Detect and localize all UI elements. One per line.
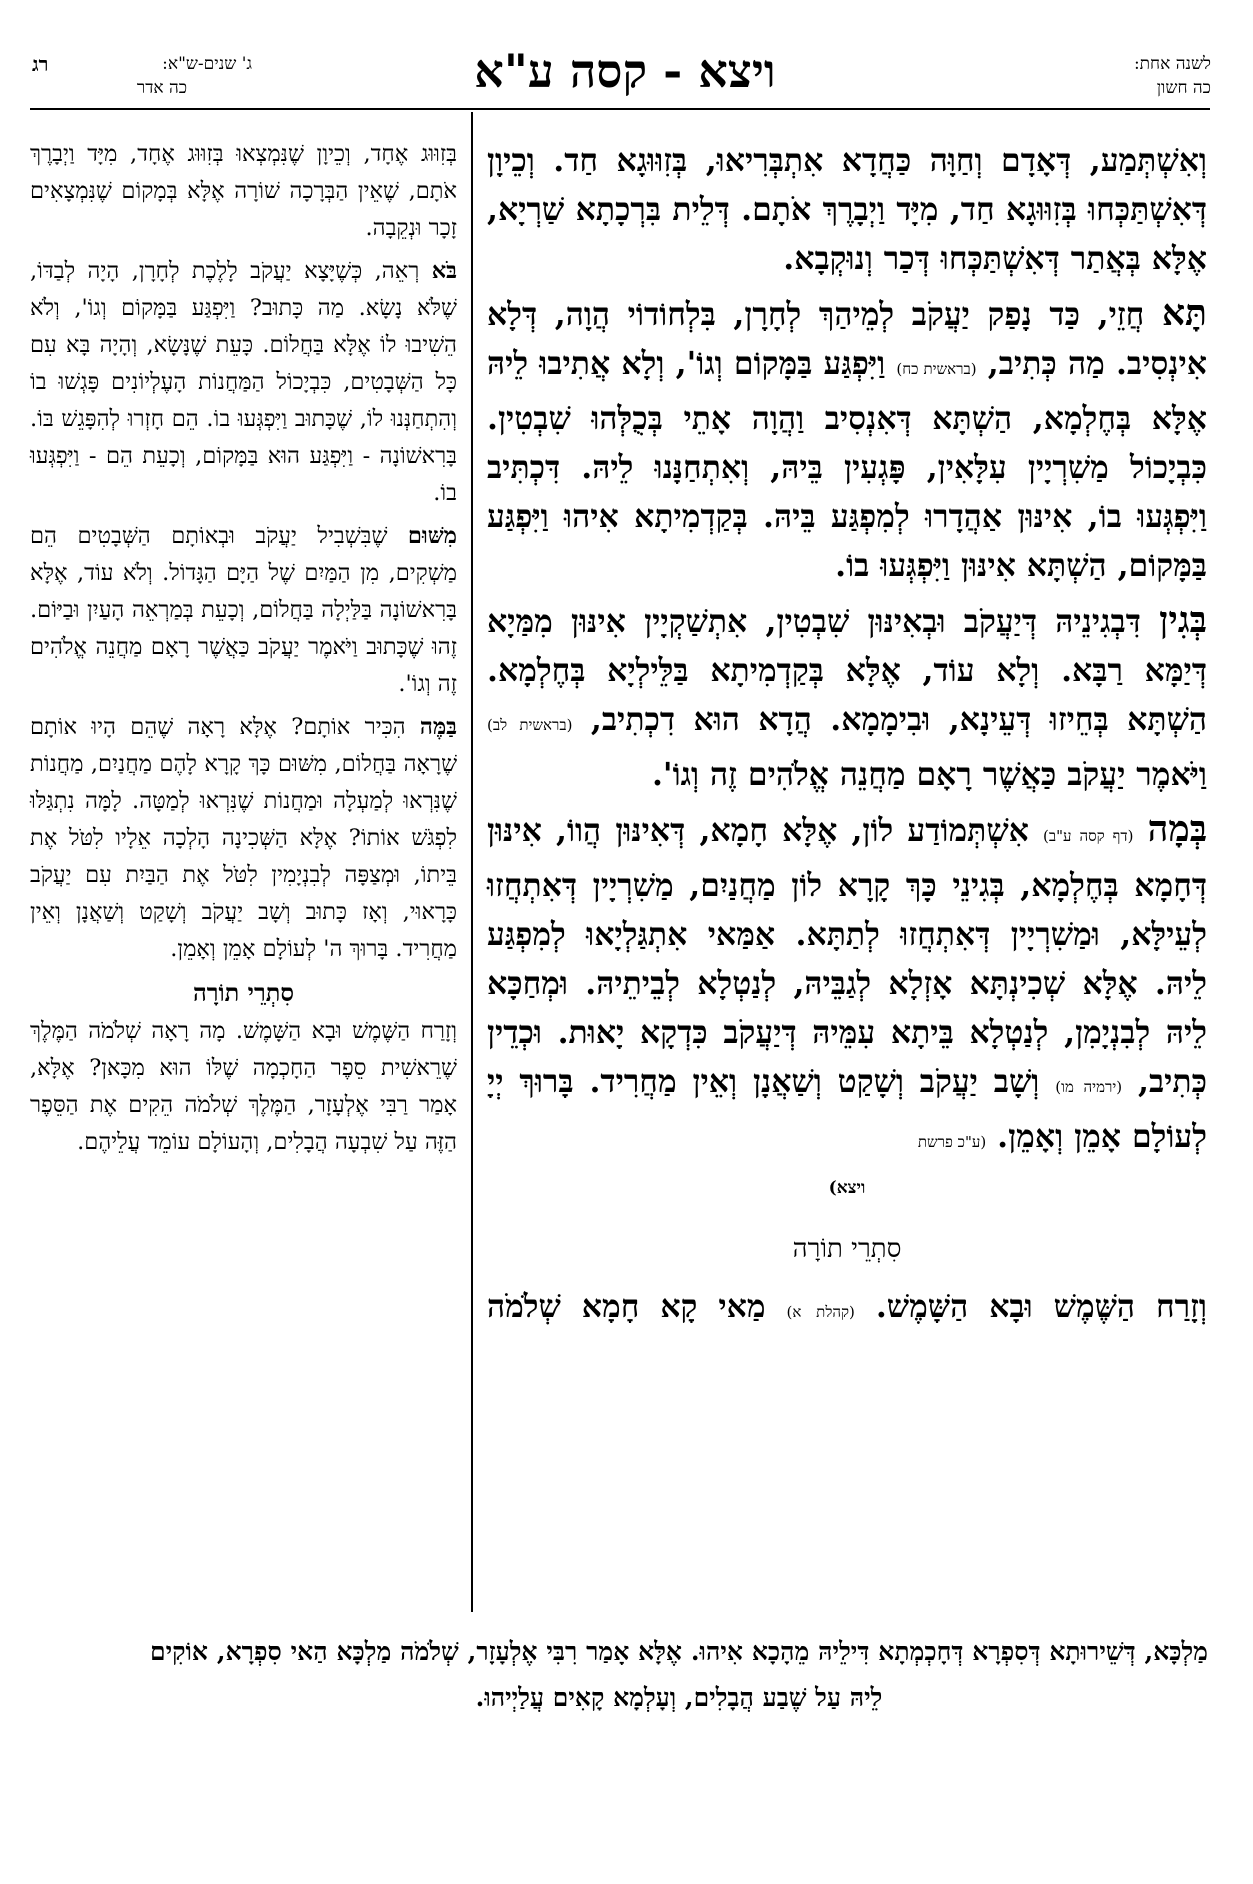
main-paragraph-2-reference: (בראשית כח) <box>896 360 977 378</box>
commentary-paragraph-3 <box>30 518 457 703</box>
main-section-heading: סִתְרֵי תוֹרָה <box>792 1234 902 1264</box>
main-paragraph-2-opening-word: תָּא <box>1161 292 1208 334</box>
commentary-column <box>30 136 457 1167</box>
commentary-paragraph-2-text: רְאֵה, כְּשֶׁיָּצָא יַעֲקֹב לָלֶכֶת לְחָרָן, הָיָה לְבַדּוֹ, שֶׁלֹּא נָשָׂא. מַה כָּתוּב? וַיִּפְגַּע בַּמָּקוֹם וְגוֹ', וְלֹא הֵשִׁיבוּ לוֹ אֶלָּא בַּחֲלוֹם. כָּעֵת שֶׁנָּשָׂא, וְהָיָה בָּא עִם כָּל הַשְּׁבָטִים, כִּבְיָכוֹל הַמַּחֲנוֹת הָעֶלְיוֹנִים פָּגְשׁוּ בוֹ וְהִתְחַנְּנוּ לוֹ, שֶׁכָּתוּב וַיִּפְגְּעוּ בוֹ. הֵם חָזְרוּ לְהִפָּגֵשׁ בּוֹ. בָּרִאשׁוֹנָה - וַיִּפְגַּע הוּא בַּמָּקוֹם, וְכָעֵת הֵם - וַיִּפְגְּעוּ בוֹ. <box>30 258 457 506</box>
main-paragraph-3-reference: (בראשית לב) <box>487 716 573 734</box>
commentary-paragraph-4-opening-word: בַּמֶּה <box>419 714 457 740</box>
parasha-end-note: ויצא) <box>828 1178 866 1198</box>
main-paragraph-4-text-a: אִשְׁתְּמוֹדַע לוֹן, אֶלָּא חָמָא, דְּאִינּוּן הֲווֹ, אִינּוּן דְּחָמָא בְּחֶלְמָא, בְּגִינֵי כָּךְ קָרָא לוֹן מַחֲנַיִם, מַשִׁרְיָין דְּאִתְחֲזוּ לְעֵילָּא, וּמַשִׁרְיָין דְּאִתְחֲזוּ לְתַתָּא. אַמַּאי אִתְגַּלְיָאוּ לְמִפְגַּע לֵיהּ. אֶלָּא שְׁכִינְתָּא אָזְלָא לְגַבֵּיהּ, לְנַטְלָא לְבֵיתֵיהּ. וּמְחַכָּא לֵיהּ לְבִנְיָמִן, לְנַטְלָא בֵּיתָא עִמֵּיהּ דְּיַעֲקֹב כִּדְקָא יָאוּת. וּכְדֵין כְּתִיב, <box>487 812 1208 1100</box>
main-text-column <box>487 136 1207 1343</box>
main-paragraph-3-text-b: וַיֹּאמֶר יַעֲקֹב כַּאֲשֶׁר רָאָם מַחֲנֵה אֱלֹהִים זֶה וְגוֹ'. <box>651 756 1207 793</box>
main-paragraph-4 <box>487 805 1207 1167</box>
main-paragraph-2-text-b: וַיִּפְגַּע בַּמָּקוֹם וְגוֹ', וְלָא אֲתִיבוּ לֵיהּ אֶלָּא בְּחֶלְמָא, הַשְׁתָּא דְּאִנְסִיב וַהֲוָה אָתֵי בְּכֻלְּהוּ שִׁבְטִין. כִּבְיָכוֹל מַשִׁרְיָין עִלָּאִין, פָּגְעִין בֵּיהּ, וְאִתְחַנָּנוּ לֵיהּ. דִּכְתִּיב וַיִּפְגְּעוּ בוֹ, אִינּוּן אַהֲדָרוּ לְמִפְגַּע בֵּיהּ. בְּקַדְמִיתָא אִיהוּ וַיִּפְגַּע בַּמָּקוֹם, הַשְׁתָּא אִינּוּן וַיִּפְגְּעוּ בוֹ. <box>487 345 1207 584</box>
main-paragraph-3 <box>487 596 1207 799</box>
main-paragraph-4-reference: (ירמיה מו) <box>1055 1078 1123 1096</box>
commentary-paragraph-3-text: שֶׁבִּשְׁבִיל יַעֲקֹב וּבְאוֹתָם הַשְּׁבָטִים הֵם מַשְׁקִים, מִן הַמַּיִם שֶׁל הַיָּם הַגָּדוֹל. וְלֹא עוֹד, אֶלָּא בָּרִאשׁוֹנָה בַּלַּיְלָה בַּחֲלוֹם, וְכָעֵת בְּמַרְאֵה הָעַיִן וּבַיּוֹם. זֶהוּ שֶׁכָּתוּב וַיֹּאמֶר יַעֲקֹב כַּאֲשֶׁר רָאָם מַחֲנֵה אֱלֹהִים זֶה וְגוֹ'. <box>30 523 457 697</box>
page-title: ויצא - קסה ע"א <box>474 44 776 98</box>
commentary-paragraph-1: בְּזִוּוּג אֶחָד, וְכֵיוָן שֶׁנִּמְצְאוּ בְּזִוּוּג אֶחָד, מִיָּד וַיְבָרֶךְ אֹתָם, שֶׁאֵין הַבְּרָכָה שׁוֹרָה אֶלָּא בְּמָקוֹם שֶׁנִּמְצָאִים זָכָר וּנְקֵבָה. <box>30 141 457 241</box>
header-left-line1: ג' שנים-ש"א: <box>162 54 252 74</box>
commentary-paragraph-2 <box>30 253 457 512</box>
main-paragraph-4-opening-word: בְּמָה <box>1147 808 1208 850</box>
commentary-paragraph-5: וְזָרַח הַשֶּׁמֶשׁ וּבָא הַשָּׁמֶשׁ. מָה רָאָה שְׁלֹמֹה הַמֶּלֶךְ שֶׁרֵאשִׁית סֵפֶר הַחָכְמָה שֶׁלּוֹ הוּא מִכָּאן? אֶלָּא, אָמַר רַבִּי אֶלְעָזָר, הַמֶּלֶךְ שְׁלֹמֹה הֵקִים אֶת הַסֵּפֶר הַזֶּה עַל שִׁבְעָה הֲבָלִים, וְהָעוֹלָם עוֹמֵד עֲלֵיהֶם. <box>30 1018 457 1155</box>
main-paragraph-4-text-b: וְשָׁב יַעֲקֹב וְשָׁקַט וְשַׁאֲנָן וְאֵין מַחֲרִיד. בָּרוּךְ יְיָ לְעוֹלָם אָמֵן וְאָמֵן. <box>487 1063 1207 1155</box>
bottom-continuation-text: מַלְכָּא, דְּשֵׁירוּתָא דְּסִפְרָא דְּחָכְמְתָא דִּילֵיהּ מֵהָכָא אִיהוּ. אֶלָּא אָמַר רִבִּי אֶלְעָזָר, שְׁלֹמֹה מַלְכָּא הַאי סִפְרָא, אוֹקִים לֵיהּ עַל שֶׁבַע הֲבָלִים, וְעָלְמָא קָאִים עֲלַיְיהוּ. <box>150 1637 1208 1712</box>
main-paragraph-5-text-b: מַאי קָא חָמָא שְׁלֹמֹה <box>487 1288 766 1325</box>
main-paragraph-1: וְאִשְׁתְּמַע, דְּאָדָם וְחַוָּה כַּחֲדָא אִתְבְּרִיאוּ, בְּזִוּוּגָא חַד. וְכֵיוָן דְּאִשְׁתַּכְּחוּ בְּזִוּוּגָא חַד, מִיָּד וַיְבָרֶךְ אֹתָם. דְּלֵית בִּרְכָתָא שַׁרְיָא, אֶלָּא בְּאֲתַר דְּאִשְׁתַּכְּחוּ דְּכַר וְנוּקְבָא. <box>487 142 1207 277</box>
main-paragraph-5-text-a: וְזָרַח הַשֶּׁמֶשׁ וּבָא הַשָּׁמֶשׁ. <box>875 1288 1207 1325</box>
header-right-date <box>975 52 1211 112</box>
main-paragraph-2 <box>487 289 1207 590</box>
main-paragraph-5 <box>487 1282 1207 1337</box>
main-paragraph-4-page-reference: (דף קסה ע"ב) <box>1043 827 1134 845</box>
main-paragraph-4-end-note: (ע"כ פרשת <box>917 1133 987 1151</box>
header-left-line2: כה אדר <box>136 78 188 98</box>
main-paragraph-3-opening-word: בְּגִין <box>1159 599 1207 641</box>
main-paragraph-5-reference: (קהלת א) <box>786 1303 855 1321</box>
header-rule <box>30 108 1210 110</box>
commentary-paragraph-4-text: הִכִּיר אוֹתָם? אֶלָּא רָאָה שֶׁהֵם הָיוּ אוֹתָם שֶׁרָאָה בַּחֲלוֹם, מִשּׁוּם כָּךְ קָרָא לָהֶם מַחֲנַיִם, מַחֲנוֹת שֶׁנִּרְאוּ לְמַעְלָה וּמַחֲנוֹת שֶׁנִּרְאוּ לְמַטָּה. לָמָּה נִתְגַּלּוּ לִפְגֹּשׁ אוֹתוֹ? אֶלָּא הַשְּׁכִינָה הָלְכָה אֵלָיו לִטֹּל אֶת בֵּיתוֹ, וּמְצַפָּה לְבִנְיָמִין לִטֹּל אֶת הַבַּיִת עִם יַעֲקֹב כָּרָאוּי, וְאָז כָּתוּב וְשָׁב יַעֲקֹב וְשָׁקַט וְשַׁאֲנָן וְאֵין מַחֲרִיד. בָּרוּךְ ה' לְעוֹלָם אָמֵן וְאָמֵן. <box>30 714 457 962</box>
commentary-paragraph-3-opening-word: מִשּׁוּם <box>407 523 457 549</box>
main-paragraph-2-text-a: חֲזֵי, כַּד נָפַק יַעֲקֹב לְמֵיהַךְ לְחָרָן, בִּלְחוֹדוֹי הֲוָה, דְּלָא אִינְסִיב. מַה כְּתִיב, <box>487 296 1208 382</box>
column-divider <box>471 112 473 1612</box>
commentary-paragraph-4 <box>30 709 457 968</box>
main-paragraph-3-text-a: דִּבְגִינֵיהּ דְּיַעֲקֹב וּבְאִינּוּן שִׁבְטִין, אִתְשַׁקְיָין אִינּוּן מִמַּיָא דְּיַמָּא רַבָּא. וְלָא עוֹד, אֶלָּא בְּקַדְמִיתָא בַּלֵּילְיָא בְּחֶלְמָא. הַשְׁתָּא בְּחֵיזוּ דְּעֵינָא, וּבִימָמָא. הֲדָא הוּא דִכְתִיב, <box>487 603 1207 738</box>
page-number: רג <box>32 52 49 76</box>
header-right-line1: לשנה אחת: <box>1133 54 1211 74</box>
commentary-section-heading: סִתְרֵי תוֹרָה <box>192 978 295 1007</box>
commentary-paragraph-2-opening-word: בֹּא <box>431 258 457 284</box>
header-left-date <box>32 52 252 112</box>
header-right-line2: כה חשון <box>1156 78 1211 98</box>
